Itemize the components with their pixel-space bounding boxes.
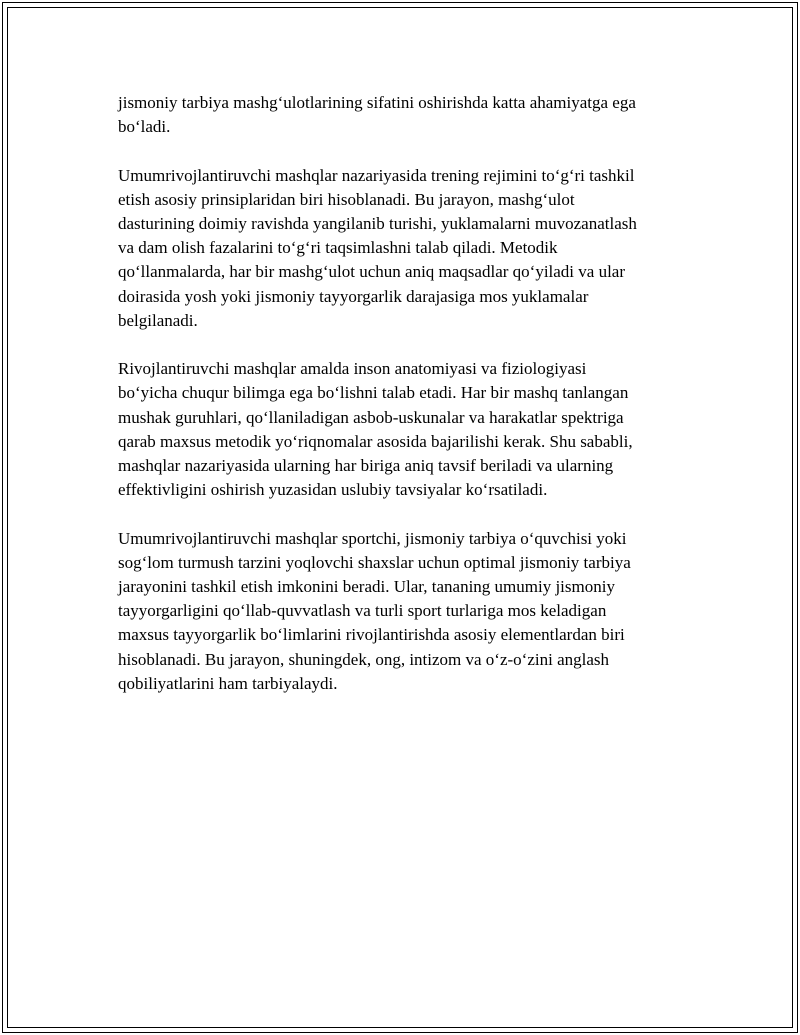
paragraph-line: sog‘lom turmush tarzini yoqlovchi shaxslar uchun optimal jismoniy tarbiya	[118, 552, 631, 572]
paragraph-3	[118, 357, 693, 502]
paragraph-line: bo‘yicha chuqur bilimga ega bo‘lishni talab etadi. Har bir mashq tanlangan	[118, 383, 629, 403]
paragraph-line: mushak guruhlari, qo‘llaniladigan asbob-uskunalar va harakatlar spektriga	[118, 407, 624, 427]
paragraph-line: tayyorgarligini qo‘llab-quvvatlash va turli sport turlariga mos keladigan	[118, 601, 607, 621]
paragraph-4	[118, 527, 693, 696]
paragraph-line: qo‘llanmalarda, har bir mashg‘ulot uchun aniq maqsadlar qo‘yiladi va ular	[118, 262, 626, 282]
paragraph-line: va dam olish fazalarini to‘g‘ri taqsimlashni talab qiladi. Metodik	[118, 238, 558, 258]
paragraph-line: effektivligini oshirish yuzasidan uslubiy tavsiyalar ko‘rsatiladi.	[118, 480, 548, 500]
paragraph-line: dasturining doimiy ravishda yangilanib turishi, yuklamalarni muvozanatlash	[118, 214, 637, 233]
paragraph-line: doirasida yosh yoki jismoniy tayyorgarlik darajasiga mos yuklamalar	[118, 286, 589, 306]
paragraph-line: etish asosiy prinsiplaridan biri hisoblanadi. Bu jarayon, mashg‘ulot	[118, 189, 575, 209]
paragraph-line: hisoblanadi. Bu jarayon, shuningdek, ong, intizom va o‘z-o‘zini anglash	[118, 649, 610, 669]
paragraph-2	[118, 164, 693, 333]
document-body	[118, 91, 693, 720]
paragraph-line: jismoniy tarbiya mashg‘ulotlarining sifatini oshirishda katta ahamiyatga ega	[118, 93, 636, 112]
paragraph-line: jarayonini tashkil etish imkonini beradi. Ular, tananing umumiy jismoniy	[118, 577, 615, 597]
paragraph-line: qarab maxsus metodik yo‘riqnomalar asosida bajarilishi kerak. Shu sababli,	[118, 431, 633, 451]
paragraph-line: qobiliyatlarini ham tarbiyalaydi.	[118, 673, 338, 693]
paragraph-line: Umumrivojlantiruvchi mashqlar sportchi, jismoniy tarbiya o‘quvchisi yoki	[118, 528, 627, 548]
paragraph-line: mashqlar nazariyasida ularning har biriga aniq tavsif beriladi va ularning	[118, 456, 614, 476]
paragraph-line: maxsus tayyorgarlik bo‘limlarini rivojlantirishda asosiy elementlardan biri	[118, 625, 625, 645]
paragraph-line: belgilanadi.	[118, 310, 198, 330]
paragraph-line: Umumrivojlantiruvchi mashqlar nazariyasida trening rejimini to‘g‘ri tashkil	[118, 165, 635, 185]
paragraph-line: bo‘ladi.	[118, 117, 171, 137]
paragraph-line: Rivojlantiruvchi mashqlar amalda inson anatomiyasi va fiziologiyasi	[118, 359, 587, 379]
paragraph-1	[118, 91, 693, 139]
